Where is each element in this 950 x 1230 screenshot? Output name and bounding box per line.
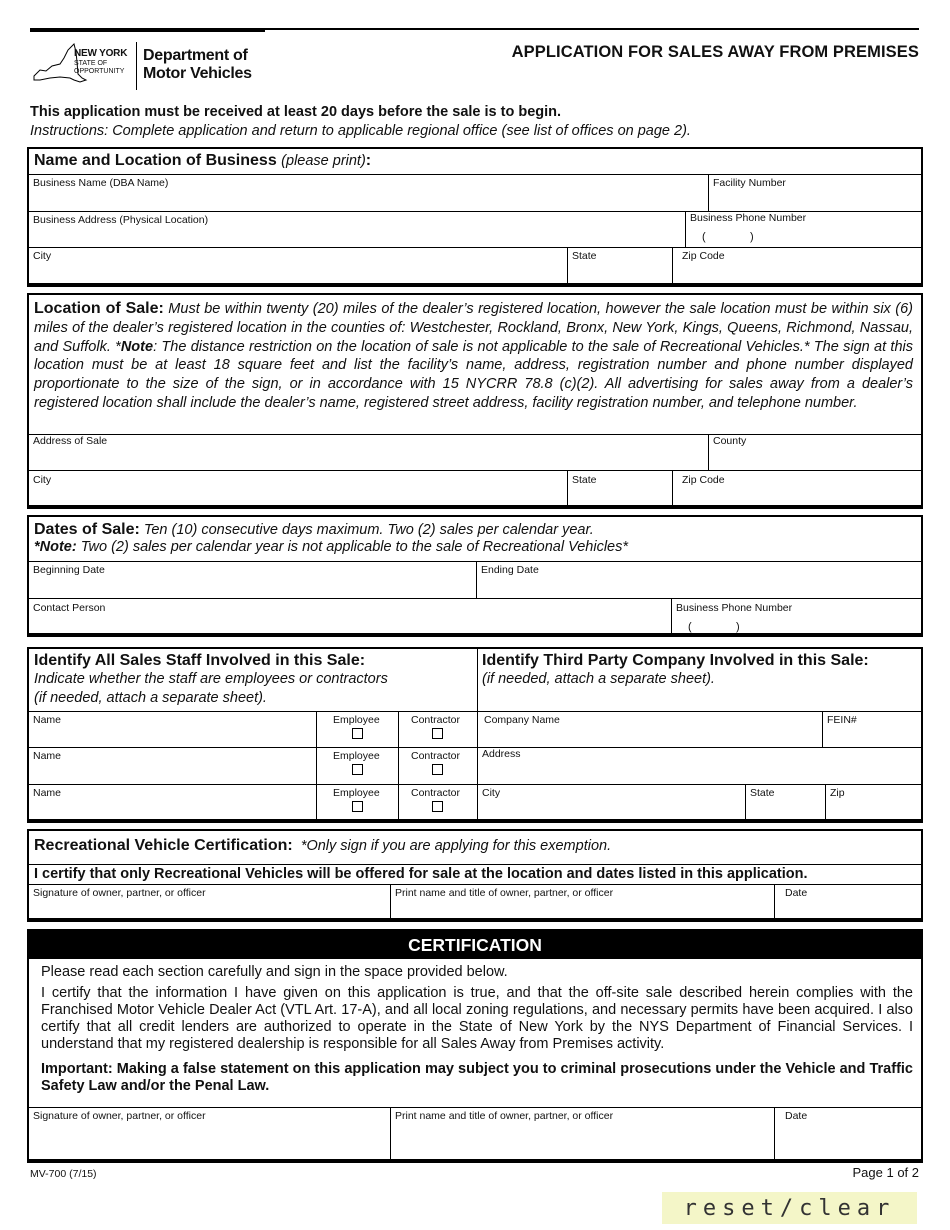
contractor-label: Contractor xyxy=(411,787,461,799)
staff-table xyxy=(29,711,477,821)
business-section xyxy=(27,147,923,285)
logo-state-line3: OPPORTUNITY xyxy=(74,68,125,75)
third-party-state-label: State xyxy=(750,787,775,799)
dmv-logo xyxy=(30,40,270,92)
contact-person-label: Contact Person xyxy=(33,602,106,614)
sale-city-label: City xyxy=(33,474,52,486)
rv-print-name-label: Print name and title of owner, partner, or officer xyxy=(395,887,614,899)
staff-row-3 xyxy=(29,784,477,821)
reset-clear-button[interactable]: reset/clear xyxy=(662,1192,917,1224)
phone-close-paren: ) xyxy=(750,231,754,243)
rv-print-name-field[interactable] xyxy=(391,885,775,921)
location-text-2: : The distance restriction on the location of sale is not applicable to the sale of Recreational Vehicles.* The sign at this location must be at least 18 square feet and list the facility’s name, address, registration number and phone number displayed proportionate to the size of the sign, or in accordance with 15 NYCRR 78.8 (c)(2). All advertising for sales away from a dealer’s registered location shall include the dealer’s name, registered street address, facility registration number, and telephone number. xyxy=(34,338,913,411)
cert-print-name-field[interactable] xyxy=(391,1108,775,1162)
cert-date-field[interactable] xyxy=(775,1108,921,1162)
logo-state-line2: STATE OF xyxy=(74,60,108,67)
sale-address-field[interactable] xyxy=(29,435,709,471)
dates-line-2 xyxy=(34,539,628,555)
header-rule-thick xyxy=(30,28,265,32)
third-party-address-field[interactable] xyxy=(478,748,921,785)
business-title-note: (please print) xyxy=(281,153,366,169)
beginning-date-label: Beginning Date xyxy=(33,564,105,576)
sale-county-label: County xyxy=(713,435,747,447)
third-party-row-3 xyxy=(478,784,921,821)
employee-checkbox-1[interactable] xyxy=(352,728,363,739)
certification-warning: Important: Making a false statement on this application may subject you to criminal prosecutions under the Vehicle and Traffic Safety Law and/or the Penal Law. xyxy=(41,1061,913,1094)
contractor-label: Contractor xyxy=(411,750,461,762)
location-description xyxy=(34,300,913,413)
fein-field[interactable] xyxy=(823,712,921,748)
dates-section-title: Dates of Sale: xyxy=(34,521,140,538)
employee-checkbox-2[interactable] xyxy=(352,764,363,775)
dates-note-word: *Note: xyxy=(34,539,77,555)
third-party-instructions: (if needed, attach a separate sheet). xyxy=(482,671,715,687)
staff-row-2 xyxy=(29,747,477,785)
cert-date-label: Date xyxy=(785,1110,808,1122)
business-zip-label: Zip Code xyxy=(682,250,725,262)
business-state-field[interactable] xyxy=(568,248,673,284)
ending-date-field[interactable] xyxy=(477,562,921,599)
dates-section xyxy=(27,515,923,635)
staff-name-label: Name xyxy=(33,750,62,762)
company-name-field[interactable] xyxy=(478,712,823,748)
company-name-label: Company Name xyxy=(484,714,560,726)
contact-phone-close-paren: ) xyxy=(736,621,740,633)
business-address-field[interactable] xyxy=(29,212,686,248)
location-row-2 xyxy=(29,470,921,507)
business-section-title xyxy=(34,152,371,170)
phone-open-paren: ( xyxy=(702,231,706,243)
sale-state-label: State xyxy=(572,474,597,486)
third-party-section-title: Identify Third Party Company Involved in this Sale: xyxy=(482,652,869,669)
contact-phone-open-paren: ( xyxy=(688,621,692,633)
location-section xyxy=(27,293,923,507)
rv-date-label: Date xyxy=(785,887,808,899)
employee-label: Employee xyxy=(333,714,380,726)
rv-signature-field[interactable] xyxy=(29,885,391,921)
third-party-city-label: City xyxy=(482,787,501,799)
staff-name-label: Name xyxy=(33,787,62,799)
sale-county-field[interactable] xyxy=(709,435,921,471)
business-row-3 xyxy=(29,247,921,284)
logo-divider xyxy=(136,42,137,90)
business-name-label: Business Name (DBA Name) xyxy=(33,177,169,189)
staff-contractor-cell-1 xyxy=(399,712,477,748)
certification-statement: I certify that the information I have given on this application is true, and that the off-site sale described herein complies with the Franchised Motor Vehicle Dealer Act (VTL Art. 17-A), and all local zoning regulations, and necessary permits have been acquired. I also certify that all credit lenders are authorized to operate in the State of New York by the NYS Department of Financial Services. I understand that my registered dealership is responsible for all Sales Away from Premises activity. xyxy=(41,985,913,1052)
business-city-field[interactable] xyxy=(29,248,568,284)
location-text-1: Must be within twenty (20) miles of the dealer’s registered location, however the sale location must be within six (6) miles of the dealer’s registered location in the counties of: Westchester, Rockland, Bronx, New York, Kings, Queens, Richmond, Nassau, and Suffolk. * xyxy=(34,301,913,355)
certification-signature-row xyxy=(29,1107,921,1162)
contractor-checkbox-1[interactable] xyxy=(432,728,443,739)
business-row-2 xyxy=(29,211,921,248)
third-party-row-2 xyxy=(478,747,921,785)
employee-label: Employee xyxy=(333,787,380,799)
dates-row-1 xyxy=(29,561,921,599)
dates-line-1 xyxy=(34,521,594,539)
beginning-date-field[interactable] xyxy=(29,562,477,599)
staff-contractor-cell-2 xyxy=(399,748,477,785)
staff-section-title: Identify All Sales Staff Involved in this Sale: xyxy=(34,652,366,669)
staff-name-field-3[interactable] xyxy=(29,785,317,821)
contact-phone-field[interactable] xyxy=(672,599,921,636)
business-city-label: City xyxy=(33,250,52,262)
sale-zip-field[interactable] xyxy=(673,471,921,507)
staff-employee-cell-1 xyxy=(317,712,399,748)
sale-address-label: Address of Sale xyxy=(33,435,108,447)
cert-signature-field[interactable] xyxy=(29,1108,391,1162)
rv-signature-label: Signature of owner, partner, or officer xyxy=(33,887,206,899)
sale-state-field[interactable] xyxy=(568,471,673,507)
contractor-label: Contractor xyxy=(411,714,461,726)
rv-section-title: Recreational Vehicle Certification: xyxy=(34,837,293,854)
fein-label: FEIN# xyxy=(827,714,857,726)
business-state-label: State xyxy=(572,250,597,262)
business-phone-field[interactable] xyxy=(686,212,921,248)
contact-person-field[interactable] xyxy=(29,599,672,636)
staff-third-party-section xyxy=(27,647,923,821)
facility-number-field[interactable] xyxy=(709,175,921,211)
contact-phone-label: Business Phone Number xyxy=(676,602,793,614)
business-title-text: Name and Location of Business xyxy=(34,152,277,169)
business-row-1 xyxy=(29,174,921,211)
third-party-state-field[interactable] xyxy=(746,785,826,821)
dates-text-1: Ten (10) consecutive days maximum. Two (2) sales per calendar year. xyxy=(143,522,594,538)
staff-instructions-2: (if needed, attach a separate sheet). xyxy=(34,690,267,706)
contractor-checkbox-3[interactable] xyxy=(432,801,443,812)
rv-statement: I certify that only Recreational Vehicles will be offered for sale at the location and dates listed in this application. xyxy=(34,866,808,882)
location-row-1 xyxy=(29,434,921,471)
rv-note: *Only sign if you are applying for this exemption. xyxy=(300,838,612,854)
rv-date-field[interactable] xyxy=(775,885,921,921)
rv-statement-row xyxy=(29,864,921,885)
staff-row-1 xyxy=(29,711,477,748)
third-party-city-field[interactable] xyxy=(478,785,746,821)
sale-city-field[interactable] xyxy=(29,471,568,507)
intro-deadline: This application must be received at least 20 days before the sale is to begin. xyxy=(30,104,562,120)
staff-employee-cell-2 xyxy=(317,748,399,785)
form-id: MV-700 (7/15) xyxy=(30,1168,97,1180)
third-party-address-label: Address xyxy=(482,748,521,760)
rv-title-line xyxy=(34,837,611,855)
staff-name-label: Name xyxy=(33,714,62,726)
certification-intro: Please read each section carefully and sign in the space provided below. xyxy=(41,964,508,980)
intro-instructions: Instructions: Complete application and return to applicable regional office (see list of offices on page 2). xyxy=(30,123,691,139)
certification-section xyxy=(27,929,923,1161)
employee-checkbox-3[interactable] xyxy=(352,801,363,812)
cert-signature-label: Signature of owner, partner, or officer xyxy=(33,1110,206,1122)
staff-name-field-1[interactable] xyxy=(29,712,317,748)
third-party-row-1 xyxy=(478,711,921,748)
business-address-label: Business Address (Physical Location) xyxy=(33,214,209,226)
staff-contractor-cell-3 xyxy=(399,785,477,821)
location-note-word: Note xyxy=(120,338,154,355)
logo-dept-line2: Motor Vehicles xyxy=(143,65,252,82)
cert-print-name-label: Print name and title of owner, partner, or officer xyxy=(395,1110,614,1122)
business-name-field[interactable] xyxy=(29,175,709,211)
third-party-table xyxy=(478,711,921,821)
business-zip-field[interactable] xyxy=(673,248,921,284)
ending-date-label: Ending Date xyxy=(481,564,539,576)
third-party-zip-field[interactable] xyxy=(826,785,921,821)
page-title: APPLICATION FOR SALES AWAY FROM PREMISES xyxy=(511,43,919,61)
staff-employee-cell-3 xyxy=(317,785,399,821)
logo-dept-line1: Department of xyxy=(143,47,248,64)
sale-zip-label: Zip Code xyxy=(682,474,725,486)
contractor-checkbox-2[interactable] xyxy=(432,764,443,775)
page-number: Page 1 of 2 xyxy=(852,1165,919,1180)
third-party-zip-label: Zip xyxy=(830,787,845,799)
rv-certification-section xyxy=(27,829,923,920)
employee-label: Employee xyxy=(333,750,380,762)
facility-number-label: Facility Number xyxy=(713,177,786,189)
business-phone-label: Business Phone Number xyxy=(690,212,807,224)
logo-state-line1: NEW YORK xyxy=(74,48,128,59)
dates-text-2: Two (2) sales per calendar year is not applicable to the sale of Recreational Vehicles* xyxy=(80,539,628,555)
business-title-colon: : xyxy=(365,152,372,169)
location-section-title: Location of Sale: xyxy=(34,300,164,317)
rv-signature-row xyxy=(29,884,921,921)
dates-row-2 xyxy=(29,598,921,636)
certification-header: CERTIFICATION xyxy=(29,931,921,959)
staff-instructions-1: Indicate whether the staff are employees or contractors xyxy=(34,671,388,687)
staff-name-field-2[interactable] xyxy=(29,748,317,785)
